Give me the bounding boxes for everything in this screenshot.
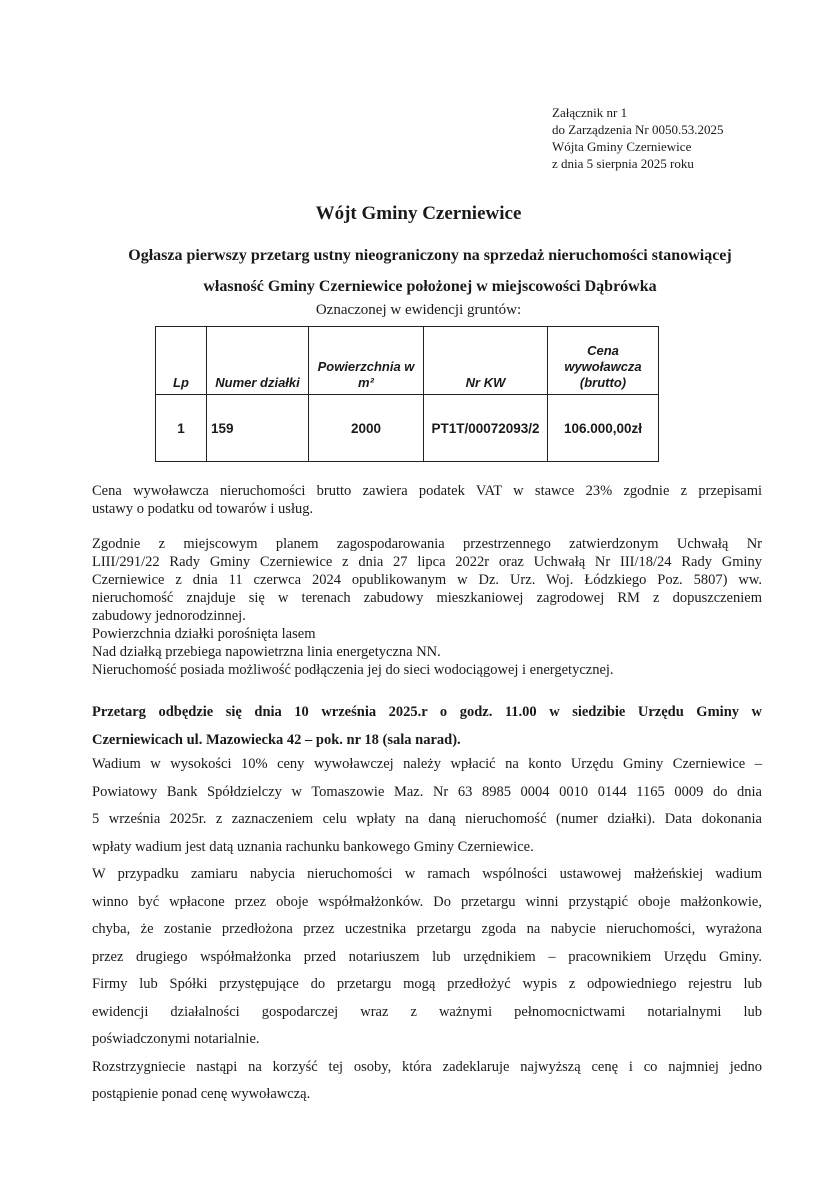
zoning-line: Czerniewice z dnia 11 czerwca 2024 opublikowanym w Dz. Urz. Woj. Łódzkiego Poz. 5807) ww. [92,572,762,588]
deposit-line: poświadczonymi notarialnie. [92,1031,260,1047]
subtitle-line: własność Gminy Czerniewice położonej w miejscowości Dąbrówka [203,278,657,295]
auction-line: Czerniewicach ul. Mazowiecka 42 – pok. nr 18 (sala narad). [92,732,461,748]
annex-header [552,104,723,172]
header-plot-number: Numer działki [207,327,309,395]
header-kw: Nr KW [424,327,548,395]
deposit-line: W przypadku zamiaru nabycia nieruchomości w ramach wspólności ustawowej małżeńskiej wadium [92,866,762,882]
plot-table [155,326,659,462]
deposit-line: Wadium w wysokości 10% ceny wywoławczej należy wpłacić na konto Urzędu Gminy Czerniewice – [92,756,762,772]
document-subtitle [95,240,765,302]
vat-line: Cena wywoławcza nieruchomości brutto zawiera podatek VAT w stawce 23% zgodnie z przepisami [92,483,762,499]
cell-kw: PT1T/00072093/2 [424,395,548,462]
zoning-info [92,535,762,679]
annex-line: z dnia 5 sierpnia 2025 roku [552,156,694,171]
vat-note [92,482,762,518]
zoning-line: LIII/291/22 Rady Gminy Czerniewice z dnia 27 lipca 2022r oraz Uchwałą Nr III/18/24 Rady Gminy [92,554,762,570]
deposit-line: 5 września 2025r. z zaznaczeniem celu wpłaty na daną nieruchomość (numer działki). Data dokonania [92,811,762,827]
cell-area: 2000 [309,395,424,462]
document-title: Wójt Gminy Czerniewice [315,203,522,224]
zoning-line: nieruchomość znajduje się w terenach zabudowy mieszkaniowej zagrodowej RM z dopuszczeniem [92,590,762,606]
deposit-line: Firmy lub Spółki przystępujące do przetargu mogą przedłożyć wypis z odpowiedniego rejestru lub [92,976,762,992]
deposit-line: Powiatowy Bank Spółdzielczy w Tomaszowie Maz. Nr 63 8985 0004 0010 0144 1165 0009 do dnia [92,783,762,800]
auction-line: Przetarg odbędzie się dnia 10 września 2025.r o godz. 11.00 w siedzibie Urzędu Gminy w [92,704,762,720]
deposit-line: wpłaty wadium jest datą uznania rachunku bankowego Gminy Czerniewice. [92,838,534,855]
zoning-line: zabudowy jednorodzinnej. [92,608,246,624]
zoning-line: Powierzchnia działki porośnięta lasem [92,626,316,642]
table-row [156,395,659,462]
zoning-line: Zgodnie z miejscowym planem zagospodarowania przestrzennego zatwierdzonym Uchwałą Nr [92,536,762,552]
deposit-line: chyba, że zostanie przedłożona przez uczestnika przetargu zgoda na nabycie nieruchomości, wyrażona [92,921,762,937]
header-price: Cena wywoławcza (brutto) [548,327,659,395]
annex-line: Wójta Gminy Czerniewice [552,139,692,154]
vat-line: ustawy o podatku od towarów i usług. [92,501,314,517]
zoning-line: Nieruchomość posiada możliwość podłączenia jej do sieci wodociągowej i energetycznej. [92,662,614,678]
auction-info [92,698,762,754]
header-area: Powierzchnia w m² [309,327,424,395]
annex-line: do Zarządzenia Nr 0050.53.2025 [552,122,724,137]
deposit-info [92,751,762,1109]
annex-line: Załącznik nr 1 [552,105,628,120]
header-lp: Lp [156,327,207,395]
zoning-line: Nad działką przebiega napowietrzna linia energetyczna NN. [92,644,441,660]
cell-plot-number: 159 [207,395,309,462]
deposit-line: ewidencji działalności gospodarczej wraz z ważnymi pełnomocnictwami notarialnymi lub [92,1003,762,1020]
deposit-line: winno być wpłacone przez oboje współmałżonków. Do przetargu winni przystąpić oboje małżonkowie, [92,893,762,910]
designation-label: Oznaczonej w ewidencji gruntów: [315,302,522,318]
deposit-line: Rozstrzygniecie nastąpi na korzyść tej osoby, która zadeklaruje najwyższą cenę i co najmniej jedno [92,1058,762,1075]
deposit-line: postąpienie ponad cenę wywoławczą. [92,1086,311,1102]
cell-price: 106.000,00zł [548,395,659,462]
cell-lp: 1 [156,395,207,462]
subtitle-line: Ogłasza pierwszy przetarg ustny nieograniczony na sprzedaż nieruchomości stanowiącej [128,247,732,264]
deposit-line: przez drugiego współmałżonka przed notariuszem lub urzędnikiem – pracownikiem Urzędu Gminy. [92,948,762,965]
table-header-row [156,327,659,395]
